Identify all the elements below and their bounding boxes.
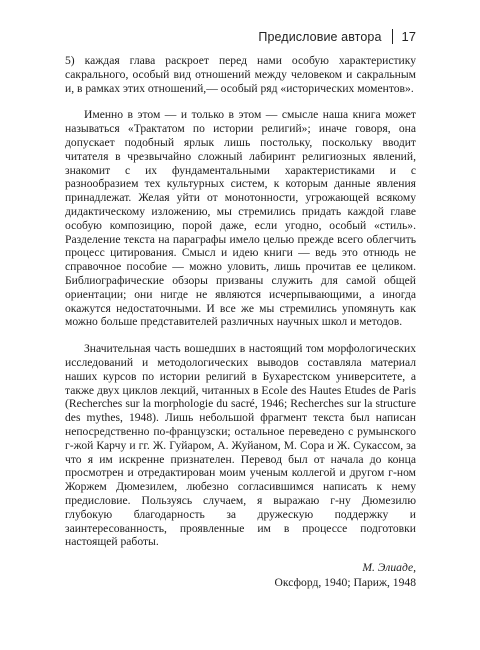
paragraph-2: Именно в этом — и только в этом — смысле наша книга может называться «Трактатом по истории религий»; иначе говоря, она допускает подобный ярлык лишь постольку, поскольку вводит читателя в чрезвычайно сложный лабиринт религиозных явлений, знакомит с их фундаментальными характеристиками и с разнообразием тех культурных систем, к которым данные явления принадлежат. Желая уйти от монотонности, угрожающей всякому дидактическому изложению, мы стремились придать каждой главе особую композицию, порой даже, если угодно, особый «стиль». Разделение текста на параграфы имело целью прежде всего облегчить процесс цитирования. Смысл и идею книги — ведь это отнюдь не справочное пособие — можно уловить, лишь прочитав ее целиком. Библиографические обзоры призваны служить для самой общей ориентации; они нигде не являются исчерпывающими, а иногда окажутся недостаточными. И все же мы стремились упомянуть как можно больше представителей различных научных школ и методов. (65, 108, 416, 329)
paragraph-1: 5) каждая глава раскроет перед нами особую характеристику сакрального, особый вид отношений между человеком и сакральным и, в рамках этих отношений,— особый ряд «исторических моментов». (65, 54, 416, 95)
paragraph-3: Значительная часть вошедших в настоящий том морфологических исследований и методологических выводов составляла материал наших курсов по истории религий в Бухарестском университете, а также двух циклов лекций, читанных в Ecole des Hautes Etudes de Paris (Recherches sur la morphologie du sacré, 1946; Recherches sur la structure des mythes, 1948). Лишь небольшой фрагмент текста был написан непосредственно по-французски; остальное переведено с румынского г-жой Карчу и гг. Ж. Гуйаром, А. Жуйаном, М. Сора и Ж. Сукассом, за что я им искренне признателен. Перевод был от начала до конца просмотрен и отредактирован моим ученым коллегой и другом г-ном Жоржем Дюмезилем, любезно согласившимся написать к нему предисловие. Пользуясь случаем, я выражаю г-ну Дюмезилю глубокую благодарность за дружескую поддержку и заинтересованность, проявленные им в процессе подготовки настоящей работы. (65, 342, 416, 549)
author-signature (275, 560, 416, 590)
author-name: М. Элиаде, (362, 561, 416, 574)
page-number: 17 (401, 29, 416, 44)
running-title: Предисловие автора (258, 29, 382, 44)
body-text (65, 54, 416, 549)
place-and-date: Оксфорд, 1940; Париж, 1948 (274, 576, 416, 589)
header-divider (392, 29, 393, 44)
running-header (258, 29, 416, 44)
